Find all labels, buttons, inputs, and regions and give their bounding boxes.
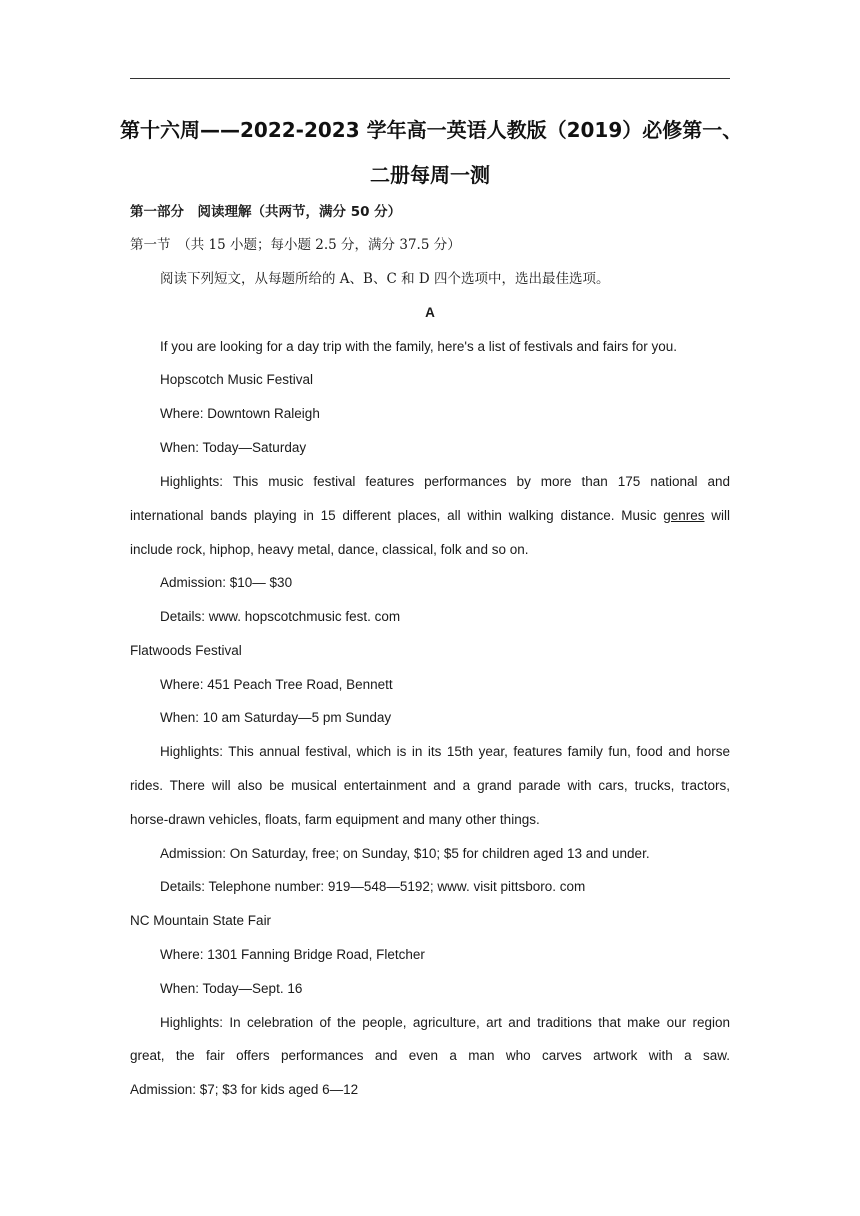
event-where: Where: 1301 Fanning Bridge Road, Fletcher [160, 947, 425, 962]
event-when: When: Today—Saturday [160, 440, 307, 455]
event-where: Where: 451 Peach Tree Road, Bennett [160, 677, 393, 692]
event-admission: Admission: $10— $30 [160, 575, 293, 590]
event-highlights-line: horse-drawn vehicles, floats, farm equipment and many other things. [130, 812, 540, 827]
underlined-word-genres: genres [663, 508, 705, 523]
event-name: Hopscotch Music Festival [160, 372, 314, 387]
event-details: Details: Telephone number: 919—548—5192; www. visit pittsboro. com [160, 879, 586, 894]
instruction-text: 阅读下列短文，从每题所给的 A、B、C 和 D 四个选项中，选出最佳选项。 [160, 271, 610, 287]
highlights-text: international bands playing in 15 different places, all within walking distance. Music [130, 508, 664, 523]
event-admission: Admission: $7; $3 for kids aged 6—12 [130, 1082, 359, 1097]
event-where: Where: Downtown Raleigh [160, 406, 320, 421]
section-heading: 第一节 （共 15 小题；每小题 2.5 分，满分 37.5 分） [130, 237, 461, 253]
document-title-line-2: 二册每周一测 [370, 163, 490, 187]
passage-intro: If you are looking for a day trip with the family, here's a list of festivals and fairs for you. [160, 339, 678, 354]
event-highlights-line: Highlights: In celebration of the people, agriculture, art and traditions that make our region [160, 1015, 730, 1030]
event-highlights-line: include rock, hiphop, heavy metal, dance, classical, folk and so on. [130, 542, 529, 557]
event-highlights-line: Highlights: This music festival features performances by more than 175 national and [160, 474, 730, 489]
event-highlights-line [130, 506, 730, 526]
event-when: When: Today—Sept. 16 [160, 981, 303, 996]
passage-letter: A [425, 305, 435, 320]
event-details: Details: www. hopscotchmusic fest. com [160, 609, 401, 624]
document-title-line-1: 第十六周——2022-2023 学年高一英语人教版（2019）必修第一、 [120, 118, 743, 142]
part-heading: 第一部分 阅读理解（共两节，满分 50 分） [130, 204, 402, 220]
event-highlights-line: Highlights: This annual festival, which is in its 15th year, features family fun, food and horse [160, 744, 730, 759]
highlights-text: will [704, 508, 730, 523]
event-admission: Admission: On Saturday, free; on Sunday, $10; $5 for children aged 13 and under. [160, 846, 650, 861]
header-rule [130, 78, 730, 79]
event-name: Flatwoods Festival [130, 643, 242, 658]
event-highlights-line: rides. There will also be musical entertainment and a grand parade with cars, trucks, tractors, [130, 778, 730, 793]
event-highlights-line: great, the fair offers performances and even a man who carves artwork with a saw. [130, 1048, 730, 1063]
event-when: When: 10 am Saturday—5 pm Sunday [160, 710, 392, 725]
event-name: NC Mountain State Fair [130, 913, 272, 928]
